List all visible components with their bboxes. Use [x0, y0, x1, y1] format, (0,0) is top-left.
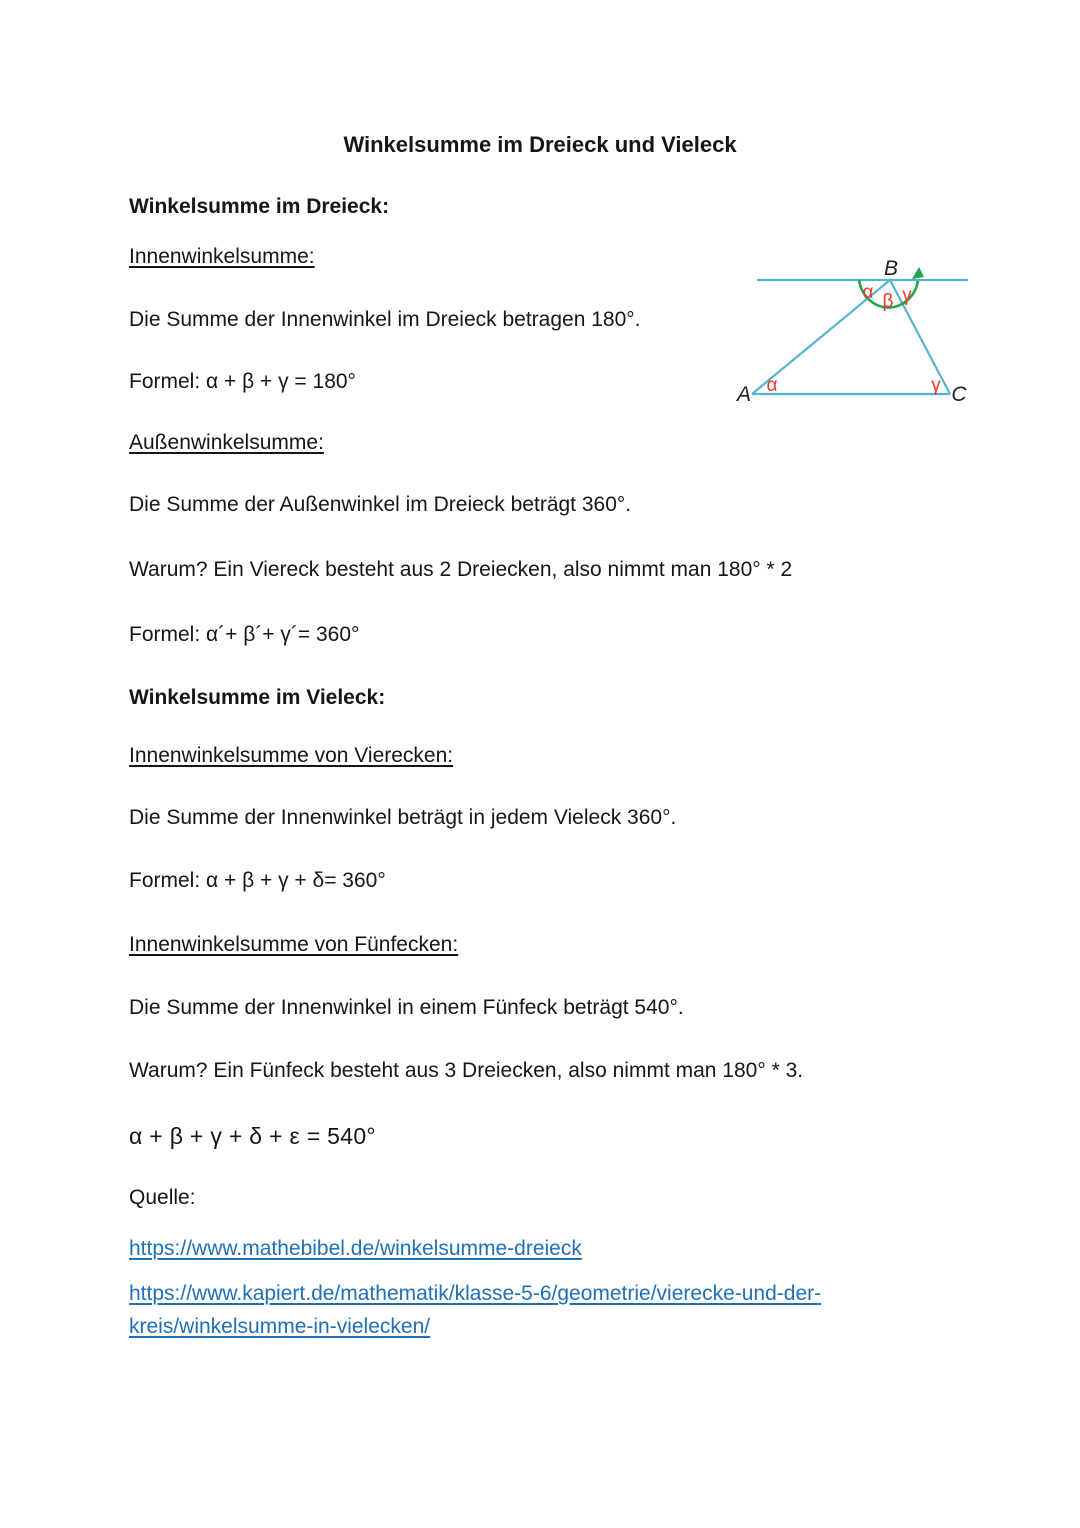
angle-label-gamma-at-b: γ — [902, 285, 912, 306]
source-label: Quelle: — [129, 1186, 196, 1209]
section-heading-winkelsumme-dreieck: Winkelsumme im Dreieck: — [129, 195, 390, 218]
angle-label-alpha-at-a: α — [766, 375, 778, 396]
angle-label-gamma-at-c: γ — [931, 375, 941, 396]
formula-innenwinkel-viereck: Formel: α + β + γ + δ= 360° — [129, 869, 386, 892]
source-link-mathebibel[interactable]: https://www.mathebibel.de/winkelsumme-dreieck — [129, 1237, 582, 1260]
angle-label-beta-at-b: β — [882, 291, 894, 312]
formula-innenwinkel-fuenfeck: α + β + γ + δ + ε = 540° — [129, 1123, 376, 1149]
angle-arc-arrowhead — [912, 267, 924, 279]
subheading-innenwinkelsumme: Innenwinkelsumme: — [129, 245, 315, 268]
paragraph-warum-viereck: Warum? Ein Viereck besteht aus 2 Dreiecken, also nimmt man 180° * 2 — [129, 558, 793, 581]
paragraph-innenwinkel-dreieck: Die Summe der Innenwinkel im Dreieck betragen 180°. — [129, 308, 641, 331]
vertex-label-c: C — [951, 383, 967, 406]
subheading-innenwinkelsumme-vierecken: Innenwinkelsumme von Vierecken: — [129, 744, 454, 767]
triangle-edge-bc — [890, 280, 950, 394]
formula-aussenwinkel-dreieck: Formel: α´+ β´+ γ´= 360° — [129, 623, 360, 646]
source-link-kapiert-line2: kreis/winkelsumme-in-vielecken/ — [129, 1315, 431, 1338]
paragraph-innenwinkel-vieleck: Die Summe der Innenwinkel beträgt in jedem Vieleck 360°. — [129, 806, 677, 829]
paragraph-aussenwinkel-dreieck: Die Summe der Außenwinkel im Dreieck beträgt 360°. — [129, 493, 632, 516]
paragraph-warum-fuenfeck: Warum? Ein Fünfeck besteht aus 3 Dreiecken, also nimmt man 180° * 3. — [129, 1059, 804, 1082]
section-heading-winkelsumme-vieleck: Winkelsumme im Vieleck: — [129, 686, 386, 709]
source-link-kapiert[interactable] — [129, 1277, 821, 1343]
paragraph-innenwinkel-fuenfeck: Die Summe der Innenwinkel in einem Fünfeck beträgt 540°. — [129, 996, 684, 1019]
source-link-kapiert-line1: https://www.kapiert.de/mathematik/klasse-5-6/geometrie/vierecke-und-der- — [129, 1282, 822, 1305]
page-title: Winkelsumme im Dreieck und Vieleck — [343, 132, 737, 157]
vertex-label-b: B — [883, 257, 899, 280]
subheading-aussenwinkelsumme: Außenwinkelsumme: — [129, 431, 324, 454]
vertex-label-a: A — [736, 383, 752, 406]
angle-label-alpha-at-b: α — [862, 282, 874, 303]
formula-innenwinkel-dreieck: Formel: α + β + γ = 180° — [129, 370, 356, 393]
triangle-diagram — [725, 248, 985, 413]
subheading-innenwinkelsumme-fuenfecken: Innenwinkelsumme von Fünfecken: — [129, 933, 459, 956]
